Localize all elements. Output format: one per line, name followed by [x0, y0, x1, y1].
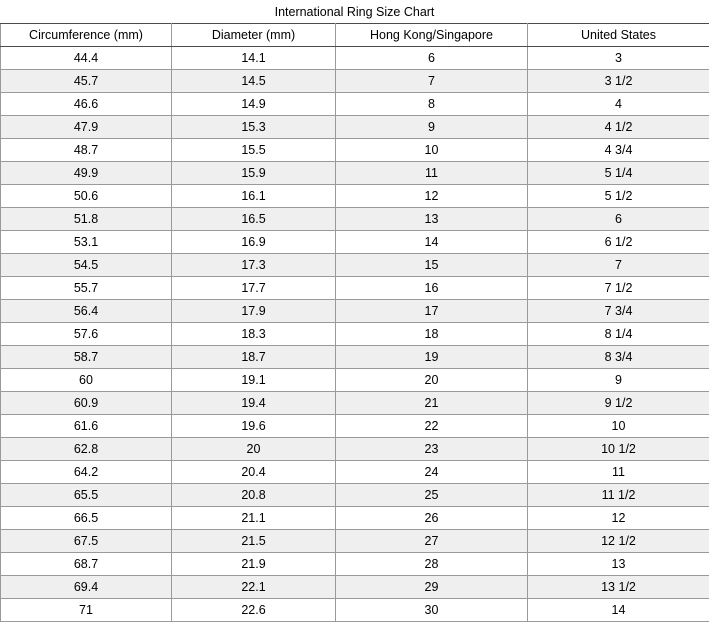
table-cell: 17.7	[172, 277, 336, 300]
table-cell: 22.1	[172, 576, 336, 599]
table-cell: 6 1/2	[528, 231, 709, 254]
table-cell: 55.7	[1, 277, 172, 300]
table-cell: 6	[336, 47, 528, 70]
table-cell: 47.9	[1, 116, 172, 139]
table-cell: 7 1/2	[528, 277, 709, 300]
table-cell: 9	[528, 369, 709, 392]
table-row	[1, 415, 709, 438]
table-cell: 66.5	[1, 507, 172, 530]
table-cell: 58.7	[1, 346, 172, 369]
table-cell: 21.5	[172, 530, 336, 553]
table-cell: 21	[336, 392, 528, 415]
table-cell: 7 3/4	[528, 300, 709, 323]
table-cell: 5 1/4	[528, 162, 709, 185]
table-row	[1, 576, 709, 599]
table-cell: 20	[172, 438, 336, 461]
table-row	[1, 162, 709, 185]
table-cell: 20.8	[172, 484, 336, 507]
table-cell: 13	[528, 553, 709, 576]
table-cell: 10	[528, 415, 709, 438]
table-cell: 4	[528, 93, 709, 116]
table-cell: 23	[336, 438, 528, 461]
table-cell: 28	[336, 553, 528, 576]
table-cell: 21.1	[172, 507, 336, 530]
table-cell: 20	[336, 369, 528, 392]
table-cell: 25	[336, 484, 528, 507]
table-cell: 64.2	[1, 461, 172, 484]
table-cell: 18	[336, 323, 528, 346]
table-cell: 18.7	[172, 346, 336, 369]
table-cell: 68.7	[1, 553, 172, 576]
table-cell: 3 1/2	[528, 70, 709, 93]
table-cell: 15.3	[172, 116, 336, 139]
table-cell: 62.8	[1, 438, 172, 461]
table-cell: 56.4	[1, 300, 172, 323]
table-cell: 20.4	[172, 461, 336, 484]
table-cell: 61.6	[1, 415, 172, 438]
table-cell: 49.9	[1, 162, 172, 185]
table-cell: 57.6	[1, 323, 172, 346]
table-cell: 19.1	[172, 369, 336, 392]
table-cell: 50.6	[1, 185, 172, 208]
table-cell: 16.9	[172, 231, 336, 254]
table-cell: 21.9	[172, 553, 336, 576]
column-header-hong-kong-singapore: Hong Kong/Singapore	[336, 24, 528, 47]
column-header-diameter: Diameter (mm)	[172, 24, 336, 47]
table-row	[1, 599, 709, 622]
table-cell: 45.7	[1, 70, 172, 93]
table-row	[1, 47, 709, 70]
table-cell: 10	[336, 139, 528, 162]
table-cell: 22	[336, 415, 528, 438]
table-cell: 60	[1, 369, 172, 392]
table-cell: 14.1	[172, 47, 336, 70]
table-cell: 19.6	[172, 415, 336, 438]
table-header	[1, 24, 709, 47]
table-cell: 3	[528, 47, 709, 70]
table-cell: 8 3/4	[528, 346, 709, 369]
table-cell: 67.5	[1, 530, 172, 553]
table-row	[1, 277, 709, 300]
table-cell: 16.5	[172, 208, 336, 231]
table-cell: 5 1/2	[528, 185, 709, 208]
table-cell: 69.4	[1, 576, 172, 599]
table-cell: 6	[528, 208, 709, 231]
table-cell: 18.3	[172, 323, 336, 346]
table-row	[1, 208, 709, 231]
ring-size-table	[0, 23, 709, 622]
table-row	[1, 70, 709, 93]
table-cell: 24	[336, 461, 528, 484]
table-cell: 48.7	[1, 139, 172, 162]
column-header-united-states: United States	[528, 24, 709, 47]
table-row	[1, 323, 709, 346]
table-cell: 60.9	[1, 392, 172, 415]
table-cell: 22.6	[172, 599, 336, 622]
table-row	[1, 438, 709, 461]
table-row	[1, 369, 709, 392]
table-cell: 17	[336, 300, 528, 323]
table-row	[1, 461, 709, 484]
table-cell: 12	[528, 507, 709, 530]
table-cell: 51.8	[1, 208, 172, 231]
table-row	[1, 300, 709, 323]
table-cell: 7	[336, 70, 528, 93]
table-cell: 46.6	[1, 93, 172, 116]
table-row	[1, 116, 709, 139]
table-header-row	[1, 24, 709, 47]
table-cell: 9 1/2	[528, 392, 709, 415]
table-cell: 16	[336, 277, 528, 300]
table-cell: 29	[336, 576, 528, 599]
table-cell: 26	[336, 507, 528, 530]
table-row	[1, 484, 709, 507]
table-cell: 19.4	[172, 392, 336, 415]
page-title: International Ring Size Chart	[0, 0, 709, 23]
table-cell: 8 1/4	[528, 323, 709, 346]
table-row	[1, 553, 709, 576]
table-cell: 14	[336, 231, 528, 254]
table-cell: 7	[528, 254, 709, 277]
table-cell: 15	[336, 254, 528, 277]
table-cell: 4 1/2	[528, 116, 709, 139]
table-cell: 27	[336, 530, 528, 553]
table-cell: 17.9	[172, 300, 336, 323]
table-row	[1, 231, 709, 254]
table-row	[1, 93, 709, 116]
table-cell: 8	[336, 93, 528, 116]
table-cell: 53.1	[1, 231, 172, 254]
table-cell: 15.9	[172, 162, 336, 185]
table-cell: 11 1/2	[528, 484, 709, 507]
table-cell: 13 1/2	[528, 576, 709, 599]
table-cell: 54.5	[1, 254, 172, 277]
table-cell: 9	[336, 116, 528, 139]
table-cell: 16.1	[172, 185, 336, 208]
column-header-circumference: Circumference (mm)	[1, 24, 172, 47]
table-row	[1, 530, 709, 553]
table-cell: 44.4	[1, 47, 172, 70]
table-cell: 12	[336, 185, 528, 208]
table-row	[1, 139, 709, 162]
table-cell: 15.5	[172, 139, 336, 162]
table-body	[1, 47, 709, 622]
table-cell: 17.3	[172, 254, 336, 277]
table-cell: 14.5	[172, 70, 336, 93]
table-cell: 65.5	[1, 484, 172, 507]
table-cell: 14	[528, 599, 709, 622]
table-row	[1, 185, 709, 208]
table-row	[1, 507, 709, 530]
table-row	[1, 346, 709, 369]
table-cell: 71	[1, 599, 172, 622]
table-cell: 11	[336, 162, 528, 185]
table-row	[1, 392, 709, 415]
table-cell: 19	[336, 346, 528, 369]
table-cell: 10 1/2	[528, 438, 709, 461]
table-cell: 11	[528, 461, 709, 484]
table-cell: 12 1/2	[528, 530, 709, 553]
table-cell: 14.9	[172, 93, 336, 116]
table-cell: 30	[336, 599, 528, 622]
table-row	[1, 254, 709, 277]
table-cell: 4 3/4	[528, 139, 709, 162]
table-cell: 13	[336, 208, 528, 231]
